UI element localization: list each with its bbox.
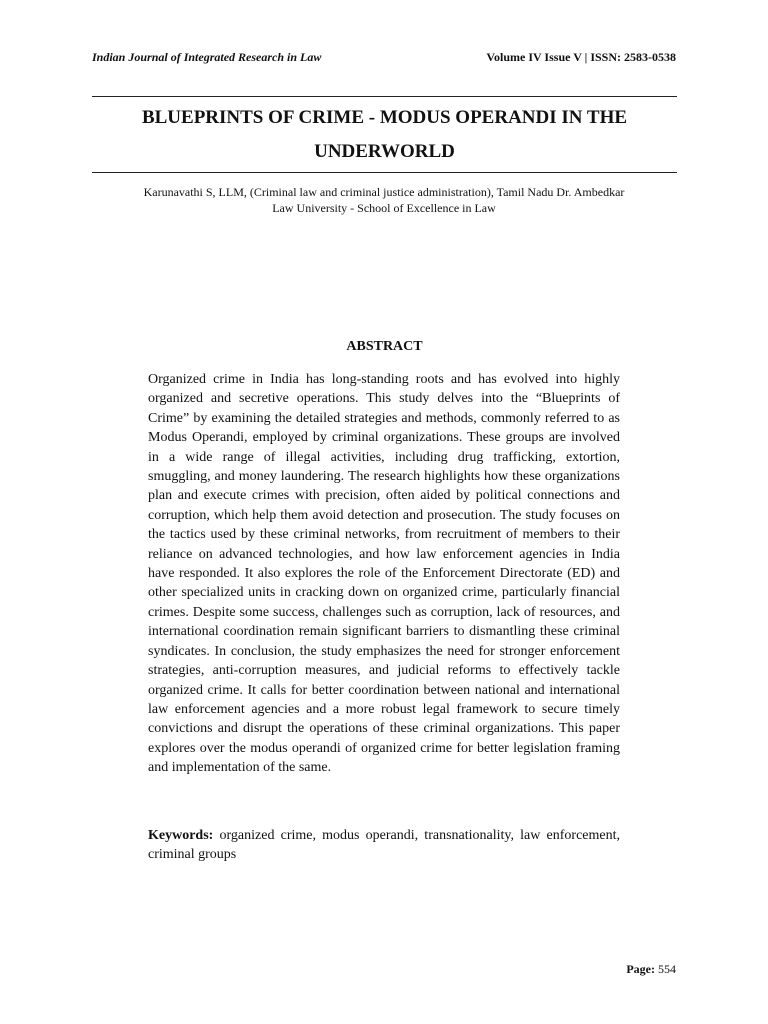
title-rule-bottom: [92, 172, 677, 173]
journal-name: Indian Journal of Integrated Research in Law: [92, 50, 322, 64]
volume-issn: Volume IV Issue V | ISSN: 2583-0538: [486, 50, 676, 64]
paper-title: BLUEPRINTS OF CRIME - MODUS OPERANDI IN THE UNDERWORLD: [141, 107, 628, 162]
page-number: [626, 962, 676, 977]
page-number-value: 554: [655, 962, 676, 976]
abstract-body: Organized crime in India has long-standing roots and has evolved into highly organized and secretive operations. This study delves into the “Blueprints of Crime” by examining the detailed strategies and methods, commonly referred to as Modus Operandi, employed by criminal organizations. These groups are involved in a wide range of illegal activities, including drug trafficking, extortion, smuggling, and money laundering. The research highlights how these organizations plan and execute crimes with precision, often aided by political connections and corruption, which help them avoid detection and prosecution. The study focuses on the tactics used by these criminal networks, from recruitment of members to their reliance on advanced technologies, and how law enforcement agencies in India have responded. It also explores the role of the Enforcement Directorate (ED) and other specialized units in cracking down on organized crime, particularly financial crimes. Despite some success, challenges such as corruption, lack of resources, and international coordination remain significant barriers to dismantling these criminal syndicates. In conclusion, the study emphasizes the need for stronger enforcement strategies, anti-corruption measures, and judicial reforms to effectively tackle organized crime. It calls for better coordination between national and international law enforcement agencies and a more robust legal framework to secure timely convictions and disrupt the operations of these criminal organizations. This paper explores over the modus operandi of organized crime for better legislation framing and implementation of the same.: [148, 372, 620, 776]
page-label: Page:: [626, 962, 655, 976]
keywords: [148, 826, 620, 865]
keywords-label: Keywords:: [148, 828, 214, 843]
keywords-text: organized crime, modus operandi, transnationality, law enforcement, criminal groups: [148, 828, 620, 863]
author-affiliation: Karunavathi S, LLM, (Criminal law and criminal justice administration), Tamil Nadu Dr. Ambedkar Law University - School of Excellence in Law: [143, 185, 625, 215]
title-rule-top: [92, 96, 677, 97]
abstract-heading: ABSTRACT: [346, 339, 423, 354]
